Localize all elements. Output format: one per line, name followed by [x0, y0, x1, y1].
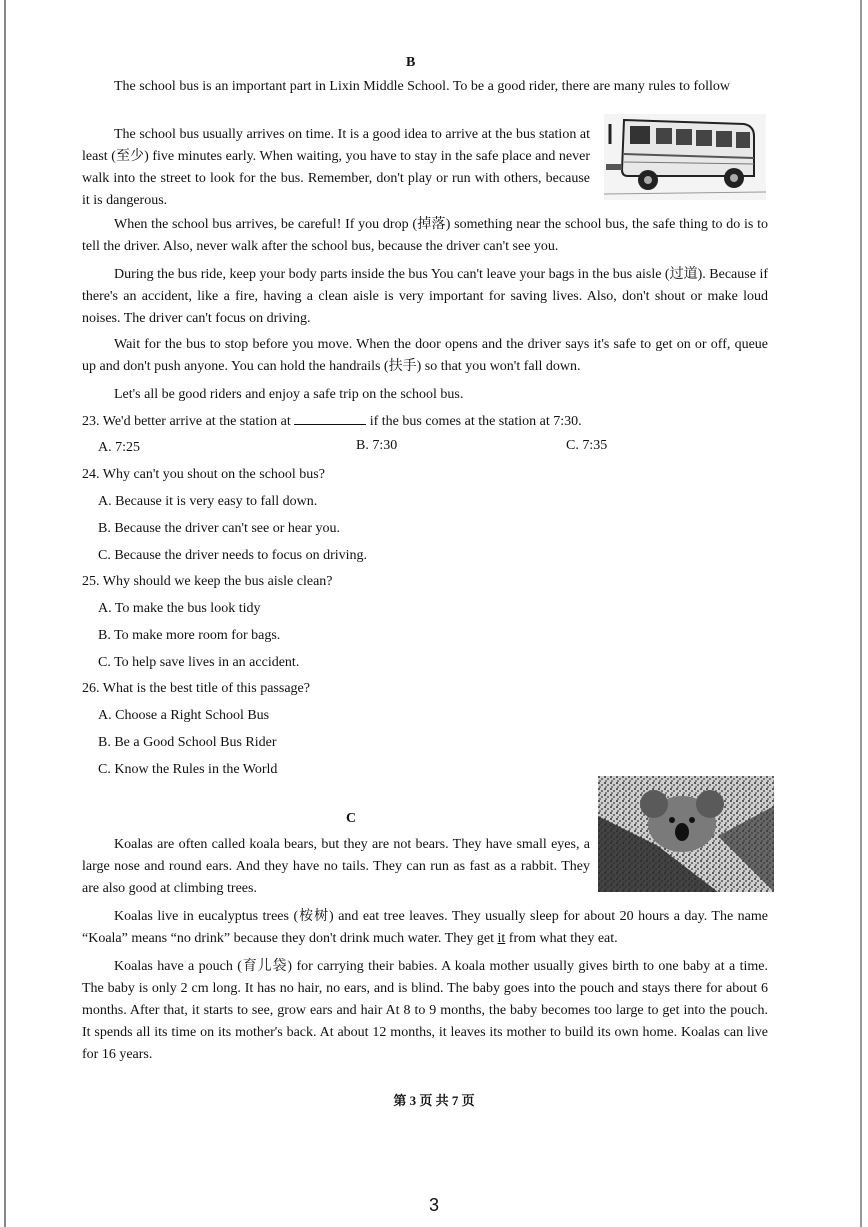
question-25-option-c: C. To help save lives in an accident. — [98, 655, 300, 670]
section-b-paragraph-2: The school bus usually arrives on time. It is a good idea to arrive at the bus station at least (至少) five minutes early. When waiting, you have to stay in the safe place and never walk into the street to look for the bus. Remember, don't play or run with others, because it is dangerous. — [82, 127, 590, 208]
question-25-option-a: A. To make the bus look tidy — [98, 601, 261, 616]
section-b-label: B — [406, 55, 416, 70]
page-number: 3 — [428, 1195, 439, 1215]
section-c-label: C — [346, 811, 357, 826]
question-23-option-b: B. 7:30 — [356, 438, 398, 453]
answer-blank — [294, 410, 366, 425]
koala-image — [598, 776, 774, 892]
section-c-paragraph-3: Koalas have a pouch (育儿袋) for carrying their babies. A koala mother usually gives birth to one baby at a time. The baby is only 2 cm long. It has no hair, no ears, and is blind. The baby goes into the pouch and stays there for about 6 months. After that, it starts to see, grow ears and hair At 8 to 9 months, the baby becomes too large to get into the pouch. It spends all its time on its mother's back. At about 12 months, it leaves its mother to build its own home. Koalas can live for 16 years. — [82, 959, 768, 1062]
section-c-paragraph-2-start: Koalas live in eucalyptus trees (桉树) and eat tree leaves. They usually sleep for about 20 hours a day. The name “Koala” means “no drink” because they don't drink much water. They get — [82, 909, 768, 946]
question-24-option-c: C. Because the driver needs to focus on driving. — [98, 548, 368, 563]
section-c-paragraph-2-end: from what they eat. — [505, 931, 618, 946]
question-26-option-b: B. Be a Good School Bus Rider — [98, 735, 277, 750]
question-23-option-a: A. 7:25 — [98, 440, 140, 455]
question-26-option-a: A. Choose a Right School Bus — [98, 708, 270, 723]
underlined-word-it: it — [497, 931, 506, 946]
question-25-stem: 25. Why should we keep the bus aisle clean? — [82, 574, 333, 589]
question-24-option-a: A. Because it is very easy to fall down. — [98, 494, 318, 509]
question-26-option-c: C. Know the Rules in the World — [98, 762, 278, 777]
scan-edge-left — [4, 0, 6, 1227]
section-b-paragraph-3: When the school bus arrives, be careful! If you drop (掉落) something near the school bus, the safe thing to do is to tell the driver. Also, never walk after the school bus, because the driver can't see you. — [82, 217, 768, 254]
section-c-paragraph-1: Koalas are often called koala bears, but they are not bears. They have small eyes, a large nose and round ears. And they have no tails. They can run as fast as a rabbit. They are also good at climbing trees. — [82, 837, 590, 896]
question-24-stem: 24. Why can't you shout on the school bus? — [82, 467, 325, 482]
page-info-footer: 第 3 页 共 7 页 — [393, 1093, 475, 1108]
question-24-option-b: B. Because the driver can't see or hear you. — [98, 521, 340, 536]
question-25-option-b: B. To make more room for bags. — [98, 628, 281, 643]
section-b-paragraph-6: Let's all be good riders and enjoy a safe trip on the school bus. — [114, 387, 464, 402]
section-c-paragraph-2 — [82, 906, 768, 950]
scan-edge-right — [860, 0, 862, 1227]
question-23-option-c: C. 7:35 — [566, 438, 608, 453]
question-23-stem-start: 23. We'd better arrive at the station at — [82, 414, 291, 429]
koala-illustration — [598, 776, 774, 892]
section-b-paragraph-5: Wait for the bus to stop before you move. When the door opens and the driver says it's safe to get on or off, queue up and don't push anyone. You can hold the handrails (扶手) so that you won't fall down. — [82, 337, 768, 374]
section-b-paragraph-4: During the bus ride, keep your body parts inside the bus You can't leave your bags in the bus aisle (过道). Because if there's an accident, like a fire, having a clean aisle is very important for saving lives. Also, don't shout or make loud noises. The driver can't focus on driving. — [82, 267, 768, 326]
school-bus-illustration — [604, 114, 766, 200]
section-b-paragraph-1: The school bus is an important part in Lixin Middle School. To be a good rider, there are many rules to follow — [114, 79, 731, 94]
question-23 — [82, 410, 768, 433]
question-23-stem-end: if the bus comes at the station at 7:30. — [369, 414, 582, 429]
school-bus-image — [604, 114, 766, 200]
question-26-stem: 26. What is the best title of this passage? — [82, 681, 310, 696]
